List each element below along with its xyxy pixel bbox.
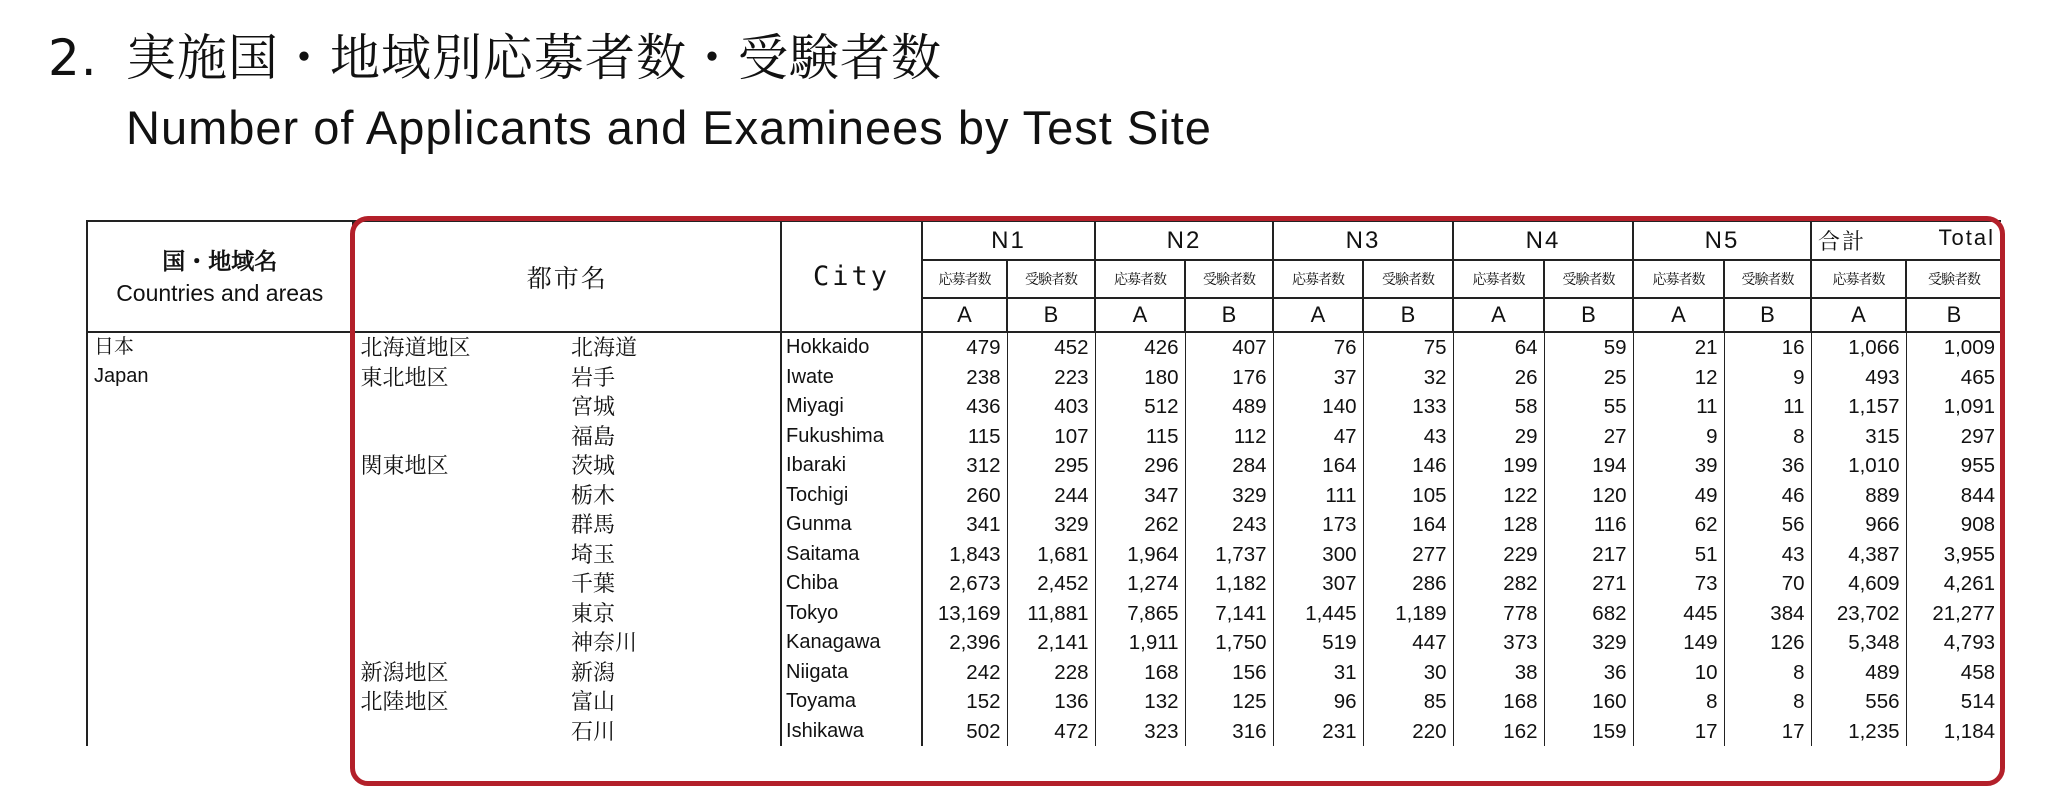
value-cell: 146 bbox=[1363, 451, 1453, 481]
value-cell: 162 bbox=[1453, 717, 1544, 747]
value-cell: 62 bbox=[1633, 510, 1724, 540]
value-cell: 11,881 bbox=[1007, 599, 1095, 629]
header-examinees: 受験者数 bbox=[1185, 260, 1273, 298]
table-row bbox=[87, 510, 2001, 540]
value-cell: 8 bbox=[1633, 687, 1724, 717]
region-cell bbox=[353, 540, 563, 570]
value-cell: 39 bbox=[1633, 451, 1724, 481]
value-cell: 180 bbox=[1095, 363, 1185, 393]
header-level-n2: N2 bbox=[1095, 221, 1273, 260]
header-col-b: B bbox=[1363, 298, 1453, 332]
value-cell: 31 bbox=[1273, 658, 1363, 688]
header-applicants: 応募者数 bbox=[1273, 260, 1363, 298]
value-cell: 323 bbox=[1095, 717, 1185, 747]
value-cell: 1,235 bbox=[1811, 717, 1906, 747]
region-cell bbox=[353, 599, 563, 629]
header-examinees: 受験者数 bbox=[1544, 260, 1633, 298]
value-cell: 96 bbox=[1273, 687, 1363, 717]
value-cell: 26 bbox=[1453, 363, 1544, 393]
header-country-jp: 国・地域名 bbox=[162, 247, 278, 274]
value-cell: 502 bbox=[922, 717, 1007, 747]
value-cell: 164 bbox=[1273, 451, 1363, 481]
value-cell: 16 bbox=[1724, 332, 1811, 363]
prefecture-cell: 富山 bbox=[571, 689, 616, 714]
value-cell: 128 bbox=[1453, 510, 1544, 540]
value-cell: 126 bbox=[1724, 628, 1811, 658]
table-row bbox=[87, 422, 2001, 452]
value-cell: 329 bbox=[1007, 510, 1095, 540]
value-cell: 136 bbox=[1007, 687, 1095, 717]
value-cell: 512 bbox=[1095, 392, 1185, 422]
header-country-en: Countries and areas bbox=[116, 279, 324, 306]
value-cell: 277 bbox=[1363, 540, 1453, 570]
value-cell: 403 bbox=[1007, 392, 1095, 422]
region-cell: 北海道地区 bbox=[353, 332, 563, 363]
value-cell: 140 bbox=[1273, 392, 1363, 422]
value-cell: 29 bbox=[1453, 422, 1544, 452]
region-cell: 北陸地区 bbox=[360, 689, 449, 714]
city-cell: Niigata bbox=[781, 658, 922, 688]
value-cell: 73 bbox=[1633, 569, 1724, 599]
region-cell: 関東地区 bbox=[360, 453, 449, 478]
header-city-jp: 都市名 bbox=[353, 221, 781, 332]
value-cell: 56 bbox=[1724, 510, 1811, 540]
value-cell: 43 bbox=[1363, 422, 1453, 452]
value-cell: 11 bbox=[1724, 392, 1811, 422]
table-row bbox=[87, 599, 2001, 629]
value-cell: 156 bbox=[1185, 658, 1273, 688]
value-cell: 329 bbox=[1544, 628, 1633, 658]
city-cell: Fukushima bbox=[781, 422, 922, 452]
city-cell: Kanagawa bbox=[781, 628, 922, 658]
value-cell: 1,009 bbox=[1906, 332, 2001, 363]
value-cell: 341 bbox=[922, 510, 1007, 540]
value-cell: 1,157 bbox=[1811, 392, 1906, 422]
value-cell: 217 bbox=[1544, 540, 1633, 570]
value-cell: 85 bbox=[1363, 687, 1453, 717]
region-cell bbox=[353, 510, 563, 540]
header-level-n1: N1 bbox=[922, 221, 1095, 260]
header-examinees: 受験者数 bbox=[1724, 260, 1811, 298]
value-cell: 55 bbox=[1544, 392, 1633, 422]
value-cell: 1,184 bbox=[1906, 717, 2001, 747]
value-cell: 778 bbox=[1453, 599, 1544, 629]
city-cell: Hokkaido bbox=[781, 332, 922, 363]
value-cell: 1,066 bbox=[1811, 332, 1906, 363]
value-cell: 5,348 bbox=[1811, 628, 1906, 658]
value-cell: 465 bbox=[1906, 363, 2001, 393]
prefecture-cell: 石川 bbox=[571, 718, 616, 744]
value-cell: 49 bbox=[1633, 481, 1724, 511]
value-cell: 132 bbox=[1095, 687, 1185, 717]
value-cell: 8 bbox=[1724, 422, 1811, 452]
prefecture-cell: 宮城 bbox=[571, 394, 616, 419]
region-cell bbox=[353, 628, 563, 658]
value-cell: 244 bbox=[1007, 481, 1095, 511]
value-cell: 122 bbox=[1453, 481, 1544, 511]
value-cell: 2,396 bbox=[922, 628, 1007, 658]
value-cell: 284 bbox=[1185, 451, 1273, 481]
prefecture-cell: 栃木 bbox=[571, 482, 616, 508]
header-col-b: B bbox=[1906, 298, 2001, 332]
city-cell: Toyama bbox=[781, 687, 922, 717]
value-cell: 152 bbox=[922, 687, 1007, 717]
value-cell: 10 bbox=[1633, 658, 1724, 688]
value-cell: 312 bbox=[922, 451, 1007, 481]
value-cell: 8 bbox=[1724, 687, 1811, 717]
header-examinees: 受験者数 bbox=[1906, 260, 2001, 298]
table-row bbox=[87, 392, 2001, 422]
value-cell: 4,261 bbox=[1906, 569, 2001, 599]
city-cell: Miyagi bbox=[781, 392, 922, 422]
prefecture-cell: 北海道 bbox=[563, 332, 781, 363]
table-row bbox=[87, 569, 2001, 599]
prefecture-cell: 岩手 bbox=[571, 364, 616, 390]
header-applicants: 応募者数 bbox=[1811, 260, 1906, 298]
value-cell: 2,452 bbox=[1007, 569, 1095, 599]
value-cell: 4,387 bbox=[1811, 540, 1906, 570]
value-cell: 452 bbox=[1007, 332, 1095, 363]
header-examinees: 受験者数 bbox=[1007, 260, 1095, 298]
table-body bbox=[87, 332, 2001, 746]
value-cell: 447 bbox=[1363, 628, 1453, 658]
prefecture-cell: 新潟 bbox=[571, 659, 616, 685]
value-cell: 407 bbox=[1185, 332, 1273, 363]
country-en: Japan bbox=[94, 365, 149, 387]
value-cell: 105 bbox=[1363, 481, 1453, 511]
value-cell: 844 bbox=[1906, 481, 2001, 511]
value-cell: 7,865 bbox=[1095, 599, 1185, 629]
value-cell: 1,964 bbox=[1095, 540, 1185, 570]
value-cell: 889 bbox=[1811, 481, 1906, 511]
value-cell: 8 bbox=[1724, 658, 1811, 688]
region-cell bbox=[353, 569, 563, 599]
value-cell: 329 bbox=[1185, 481, 1273, 511]
city-cell: Ishikawa bbox=[781, 717, 922, 747]
value-cell: 2,141 bbox=[1007, 628, 1095, 658]
value-cell: 9 bbox=[1724, 363, 1811, 393]
region-cell bbox=[353, 422, 563, 452]
value-cell: 21 bbox=[1633, 332, 1724, 363]
value-cell: 489 bbox=[1811, 658, 1906, 688]
prefecture-cell: 東京 bbox=[571, 600, 616, 626]
value-cell: 38 bbox=[1453, 658, 1544, 688]
header-applicants: 応募者数 bbox=[1095, 260, 1185, 298]
country-jp: 日本 bbox=[94, 336, 134, 358]
value-cell: 682 bbox=[1544, 599, 1633, 629]
value-cell: 173 bbox=[1273, 510, 1363, 540]
value-cell: 17 bbox=[1724, 717, 1811, 747]
value-cell: 955 bbox=[1906, 451, 2001, 481]
value-cell: 51 bbox=[1633, 540, 1724, 570]
table-row bbox=[87, 717, 2001, 747]
value-cell: 115 bbox=[1095, 422, 1185, 452]
header-city-en: City bbox=[781, 221, 922, 332]
table-row bbox=[87, 540, 2001, 570]
applicants-table bbox=[86, 220, 2001, 746]
value-cell: 223 bbox=[1007, 363, 1095, 393]
prefecture-cell: 埼玉 bbox=[571, 541, 616, 567]
value-cell: 199 bbox=[1453, 451, 1544, 481]
value-cell: 168 bbox=[1095, 658, 1185, 688]
value-cell: 11 bbox=[1633, 392, 1724, 422]
header-col-a: A bbox=[1273, 298, 1363, 332]
value-cell: 107 bbox=[1007, 422, 1095, 452]
header-applicants: 応募者数 bbox=[922, 260, 1007, 298]
value-cell: 159 bbox=[1544, 717, 1633, 747]
value-cell: 1,010 bbox=[1811, 451, 1906, 481]
value-cell: 295 bbox=[1007, 451, 1095, 481]
value-cell: 47 bbox=[1273, 422, 1363, 452]
value-cell: 1,445 bbox=[1273, 599, 1363, 629]
region-cell: 新潟地区 bbox=[360, 659, 449, 685]
value-cell: 282 bbox=[1453, 569, 1544, 599]
value-cell: 908 bbox=[1906, 510, 2001, 540]
table-row bbox=[87, 481, 2001, 511]
value-cell: 21,277 bbox=[1906, 599, 2001, 629]
region-cell bbox=[353, 392, 563, 422]
header-applicants: 応募者数 bbox=[1633, 260, 1724, 298]
value-cell: 23,702 bbox=[1811, 599, 1906, 629]
header-level-n5: N5 bbox=[1633, 221, 1811, 260]
value-cell: 160 bbox=[1544, 687, 1633, 717]
city-cell: Chiba bbox=[781, 569, 922, 599]
value-cell: 9 bbox=[1633, 422, 1724, 452]
value-cell: 1,091 bbox=[1906, 392, 2001, 422]
header-col-a: A bbox=[922, 298, 1007, 332]
table-row bbox=[87, 628, 2001, 658]
table-row bbox=[87, 332, 2001, 363]
value-cell: 260 bbox=[922, 481, 1007, 511]
city-cell: Saitama bbox=[781, 540, 922, 570]
value-cell: 27 bbox=[1544, 422, 1633, 452]
value-cell: 36 bbox=[1544, 658, 1633, 688]
header-col-a: A bbox=[1633, 298, 1724, 332]
city-cell: Ibaraki bbox=[781, 451, 922, 481]
header-country bbox=[87, 221, 353, 332]
page-title-jp bbox=[48, 18, 942, 90]
city-cell: Tokyo bbox=[781, 599, 922, 629]
value-cell: 2,673 bbox=[922, 569, 1007, 599]
value-cell: 1,737 bbox=[1185, 540, 1273, 570]
value-cell: 519 bbox=[1273, 628, 1363, 658]
value-cell: 307 bbox=[1273, 569, 1363, 599]
header-total-jp: 合計 bbox=[1818, 229, 1867, 254]
header-examinees: 受験者数 bbox=[1363, 260, 1453, 298]
value-cell: 228 bbox=[1007, 658, 1095, 688]
value-cell: 1,182 bbox=[1185, 569, 1273, 599]
value-cell: 111 bbox=[1273, 481, 1363, 511]
value-cell: 514 bbox=[1906, 687, 2001, 717]
prefecture-cell: 千葉 bbox=[571, 571, 616, 596]
value-cell: 458 bbox=[1906, 658, 2001, 688]
value-cell: 30 bbox=[1363, 658, 1453, 688]
header-col-a: A bbox=[1453, 298, 1544, 332]
table-row bbox=[87, 363, 2001, 393]
value-cell: 445 bbox=[1633, 599, 1724, 629]
header-total bbox=[1811, 221, 2001, 260]
value-cell: 59 bbox=[1544, 332, 1633, 363]
value-cell: 70 bbox=[1724, 569, 1811, 599]
header-col-b: B bbox=[1185, 298, 1273, 332]
value-cell: 472 bbox=[1007, 717, 1095, 747]
value-cell: 316 bbox=[1185, 717, 1273, 747]
page-title-en: Number of Applicants and Examinees by Test Site bbox=[126, 101, 1212, 154]
value-cell: 58 bbox=[1453, 392, 1544, 422]
header-col-a: A bbox=[1095, 298, 1185, 332]
value-cell: 125 bbox=[1185, 687, 1273, 717]
city-cell: Iwate bbox=[781, 363, 922, 393]
value-cell: 286 bbox=[1363, 569, 1453, 599]
value-cell: 479 bbox=[922, 332, 1007, 363]
value-cell: 7,141 bbox=[1185, 599, 1273, 629]
header-level-n3: N3 bbox=[1273, 221, 1453, 260]
value-cell: 238 bbox=[922, 363, 1007, 393]
value-cell: 1,750 bbox=[1185, 628, 1273, 658]
value-cell: 1,681 bbox=[1007, 540, 1095, 570]
table-row bbox=[87, 451, 2001, 481]
header-col-b: B bbox=[1544, 298, 1633, 332]
region-cell: 東北地区 bbox=[360, 364, 449, 390]
value-cell: 489 bbox=[1185, 392, 1273, 422]
country-cell bbox=[87, 332, 353, 746]
value-cell: 194 bbox=[1544, 451, 1633, 481]
value-cell: 43 bbox=[1724, 540, 1811, 570]
value-cell: 436 bbox=[922, 392, 1007, 422]
value-cell: 556 bbox=[1811, 687, 1906, 717]
value-cell: 220 bbox=[1363, 717, 1453, 747]
value-cell: 164 bbox=[1363, 510, 1453, 540]
value-cell: 32 bbox=[1363, 363, 1453, 393]
value-cell: 112 bbox=[1185, 422, 1273, 452]
value-cell: 4,609 bbox=[1811, 569, 1906, 599]
applicants-table-wrapper bbox=[86, 220, 2001, 773]
value-cell: 115 bbox=[922, 422, 1007, 452]
table-row bbox=[87, 687, 2001, 717]
prefecture-cell: 福島 bbox=[571, 423, 616, 449]
header-total-en: Total bbox=[1938, 225, 1996, 250]
value-cell: 64 bbox=[1453, 332, 1544, 363]
header-col-b: B bbox=[1007, 298, 1095, 332]
header-col-a: A bbox=[1811, 298, 1906, 332]
value-cell: 75 bbox=[1363, 332, 1453, 363]
table-row bbox=[87, 658, 2001, 688]
value-cell: 36 bbox=[1724, 451, 1811, 481]
value-cell: 149 bbox=[1633, 628, 1724, 658]
value-cell: 4,793 bbox=[1906, 628, 2001, 658]
value-cell: 1,843 bbox=[922, 540, 1007, 570]
value-cell: 17 bbox=[1633, 717, 1724, 747]
value-cell: 243 bbox=[1185, 510, 1273, 540]
value-cell: 373 bbox=[1453, 628, 1544, 658]
prefecture-cell: 群馬 bbox=[571, 512, 616, 537]
value-cell: 426 bbox=[1095, 332, 1185, 363]
value-cell: 271 bbox=[1544, 569, 1633, 599]
value-cell: 1,274 bbox=[1095, 569, 1185, 599]
value-cell: 297 bbox=[1906, 422, 2001, 452]
value-cell: 168 bbox=[1453, 687, 1544, 717]
title-jp-text: 実施国・地域別応募者数・受験者数 bbox=[126, 29, 942, 87]
header-level-n4: N4 bbox=[1453, 221, 1633, 260]
value-cell: 46 bbox=[1724, 481, 1811, 511]
value-cell: 262 bbox=[1095, 510, 1185, 540]
value-cell: 76 bbox=[1273, 332, 1363, 363]
prefecture-cell: 茨城 bbox=[571, 453, 616, 478]
region-cell bbox=[353, 481, 563, 511]
value-cell: 1,911 bbox=[1095, 628, 1185, 658]
value-cell: 229 bbox=[1453, 540, 1544, 570]
value-cell: 242 bbox=[922, 658, 1007, 688]
value-cell: 25 bbox=[1544, 363, 1633, 393]
city-cell: Gunma bbox=[781, 510, 922, 540]
value-cell: 231 bbox=[1273, 717, 1363, 747]
value-cell: 493 bbox=[1811, 363, 1906, 393]
value-cell: 120 bbox=[1544, 481, 1633, 511]
value-cell: 384 bbox=[1724, 599, 1811, 629]
value-cell: 13,169 bbox=[922, 599, 1007, 629]
value-cell: 296 bbox=[1095, 451, 1185, 481]
region-cell bbox=[353, 717, 563, 747]
value-cell: 347 bbox=[1095, 481, 1185, 511]
value-cell: 12 bbox=[1633, 363, 1724, 393]
header-applicants: 応募者数 bbox=[1453, 260, 1544, 298]
prefecture-cell: 神奈川 bbox=[571, 630, 638, 655]
value-cell: 315 bbox=[1811, 422, 1906, 452]
value-cell: 133 bbox=[1363, 392, 1453, 422]
value-cell: 3,955 bbox=[1906, 540, 2001, 570]
value-cell: 176 bbox=[1185, 363, 1273, 393]
value-cell: 966 bbox=[1811, 510, 1906, 540]
value-cell: 1,189 bbox=[1363, 599, 1453, 629]
city-cell: Tochigi bbox=[781, 481, 922, 511]
value-cell: 300 bbox=[1273, 540, 1363, 570]
header-col-b: B bbox=[1724, 298, 1811, 332]
value-cell: 37 bbox=[1273, 363, 1363, 393]
value-cell: 116 bbox=[1544, 510, 1633, 540]
section-number: 2. bbox=[48, 29, 98, 87]
